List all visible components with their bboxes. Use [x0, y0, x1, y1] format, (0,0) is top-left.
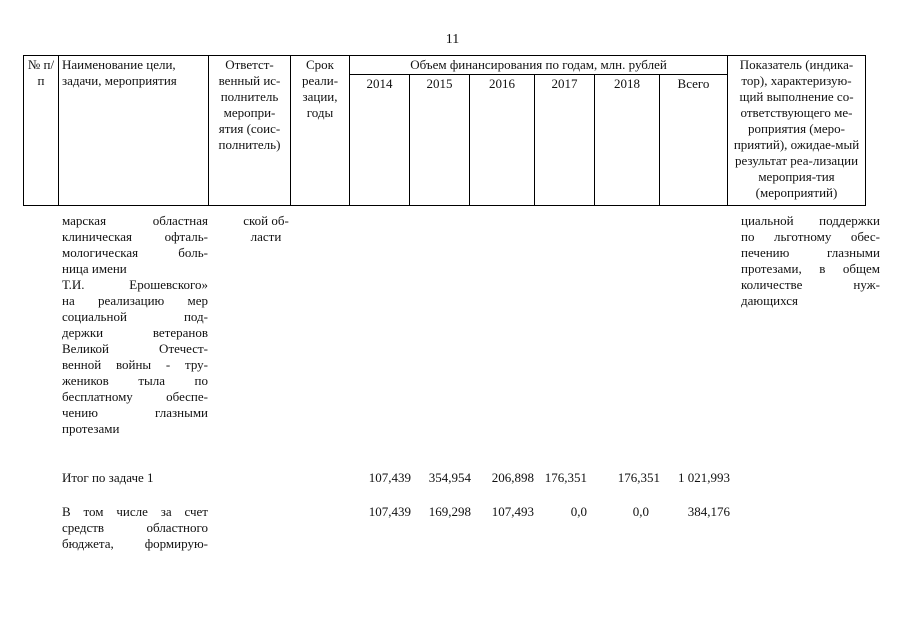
total-value-2017: 176,351: [544, 470, 587, 485]
header-table: [23, 55, 866, 206]
header-executor: Ответст-венный ис-полнитель меропри-ятия (соис-полнитель): [209, 56, 291, 206]
total-row-label: Итог по задаче 1: [62, 470, 154, 485]
header-year-2018: 2018: [595, 75, 660, 206]
budget-value-sum: 384,176: [687, 504, 730, 519]
header-num: № п/п: [24, 56, 59, 206]
total-value-sum: 1 021,993: [678, 470, 730, 485]
budget-value-2016: 107,493: [491, 504, 534, 519]
header-year-2014: 2014: [350, 75, 410, 206]
budget-row-label: В том числе за счет средств областного бюджета, формирую-: [62, 504, 208, 551]
row-executor-text: ской об- ласти: [243, 213, 289, 244]
total-value-2018: 176,351: [617, 470, 660, 485]
budget-value-2017: 0,0: [570, 504, 587, 519]
header-indicator: Показатель (индика-тор), характеризую-щий выполнение со-ответствующего ме-роприятия (меро-приятий), ожидае-мый результат реа-лизации мероприя-тия (мероприятий): [728, 56, 866, 206]
header-term: Срок реали-зации, годы: [291, 56, 350, 206]
header-name: Наименование цели, задачи, мероприятия: [59, 56, 209, 206]
page-number: 11: [445, 32, 460, 47]
total-value-2016: 206,898: [491, 470, 534, 485]
header-year-2016: 2016: [470, 75, 535, 206]
header-total: Всего: [660, 75, 728, 206]
header-year-2017: 2017: [535, 75, 595, 206]
budget-value-2015: 169,298: [428, 504, 471, 519]
total-value-2015: 354,954: [428, 470, 471, 485]
budget-value-2018: 0,0: [632, 504, 649, 519]
header-funding: Объем финансирования по годам, млн. рублей: [350, 56, 728, 75]
budget-value-2014: 107,439: [368, 504, 411, 519]
row-name-text: марская областная клиническая офталь- мологическая боль- ница имени Т.И. Ерошевского» на реализацию мер социальной под- держки ветеранов Великой Отечест- венной войны - тру- жеников тыла по бесплатному обеспе- чению глазными протезами: [62, 213, 208, 436]
header-year-2015: 2015: [410, 75, 470, 206]
total-value-2014: 107,439: [368, 470, 411, 485]
row-indicator-text: циальной поддержки по льготному обес- печению глазными протезами, в общем количестве нуж- дающихся: [741, 213, 880, 308]
